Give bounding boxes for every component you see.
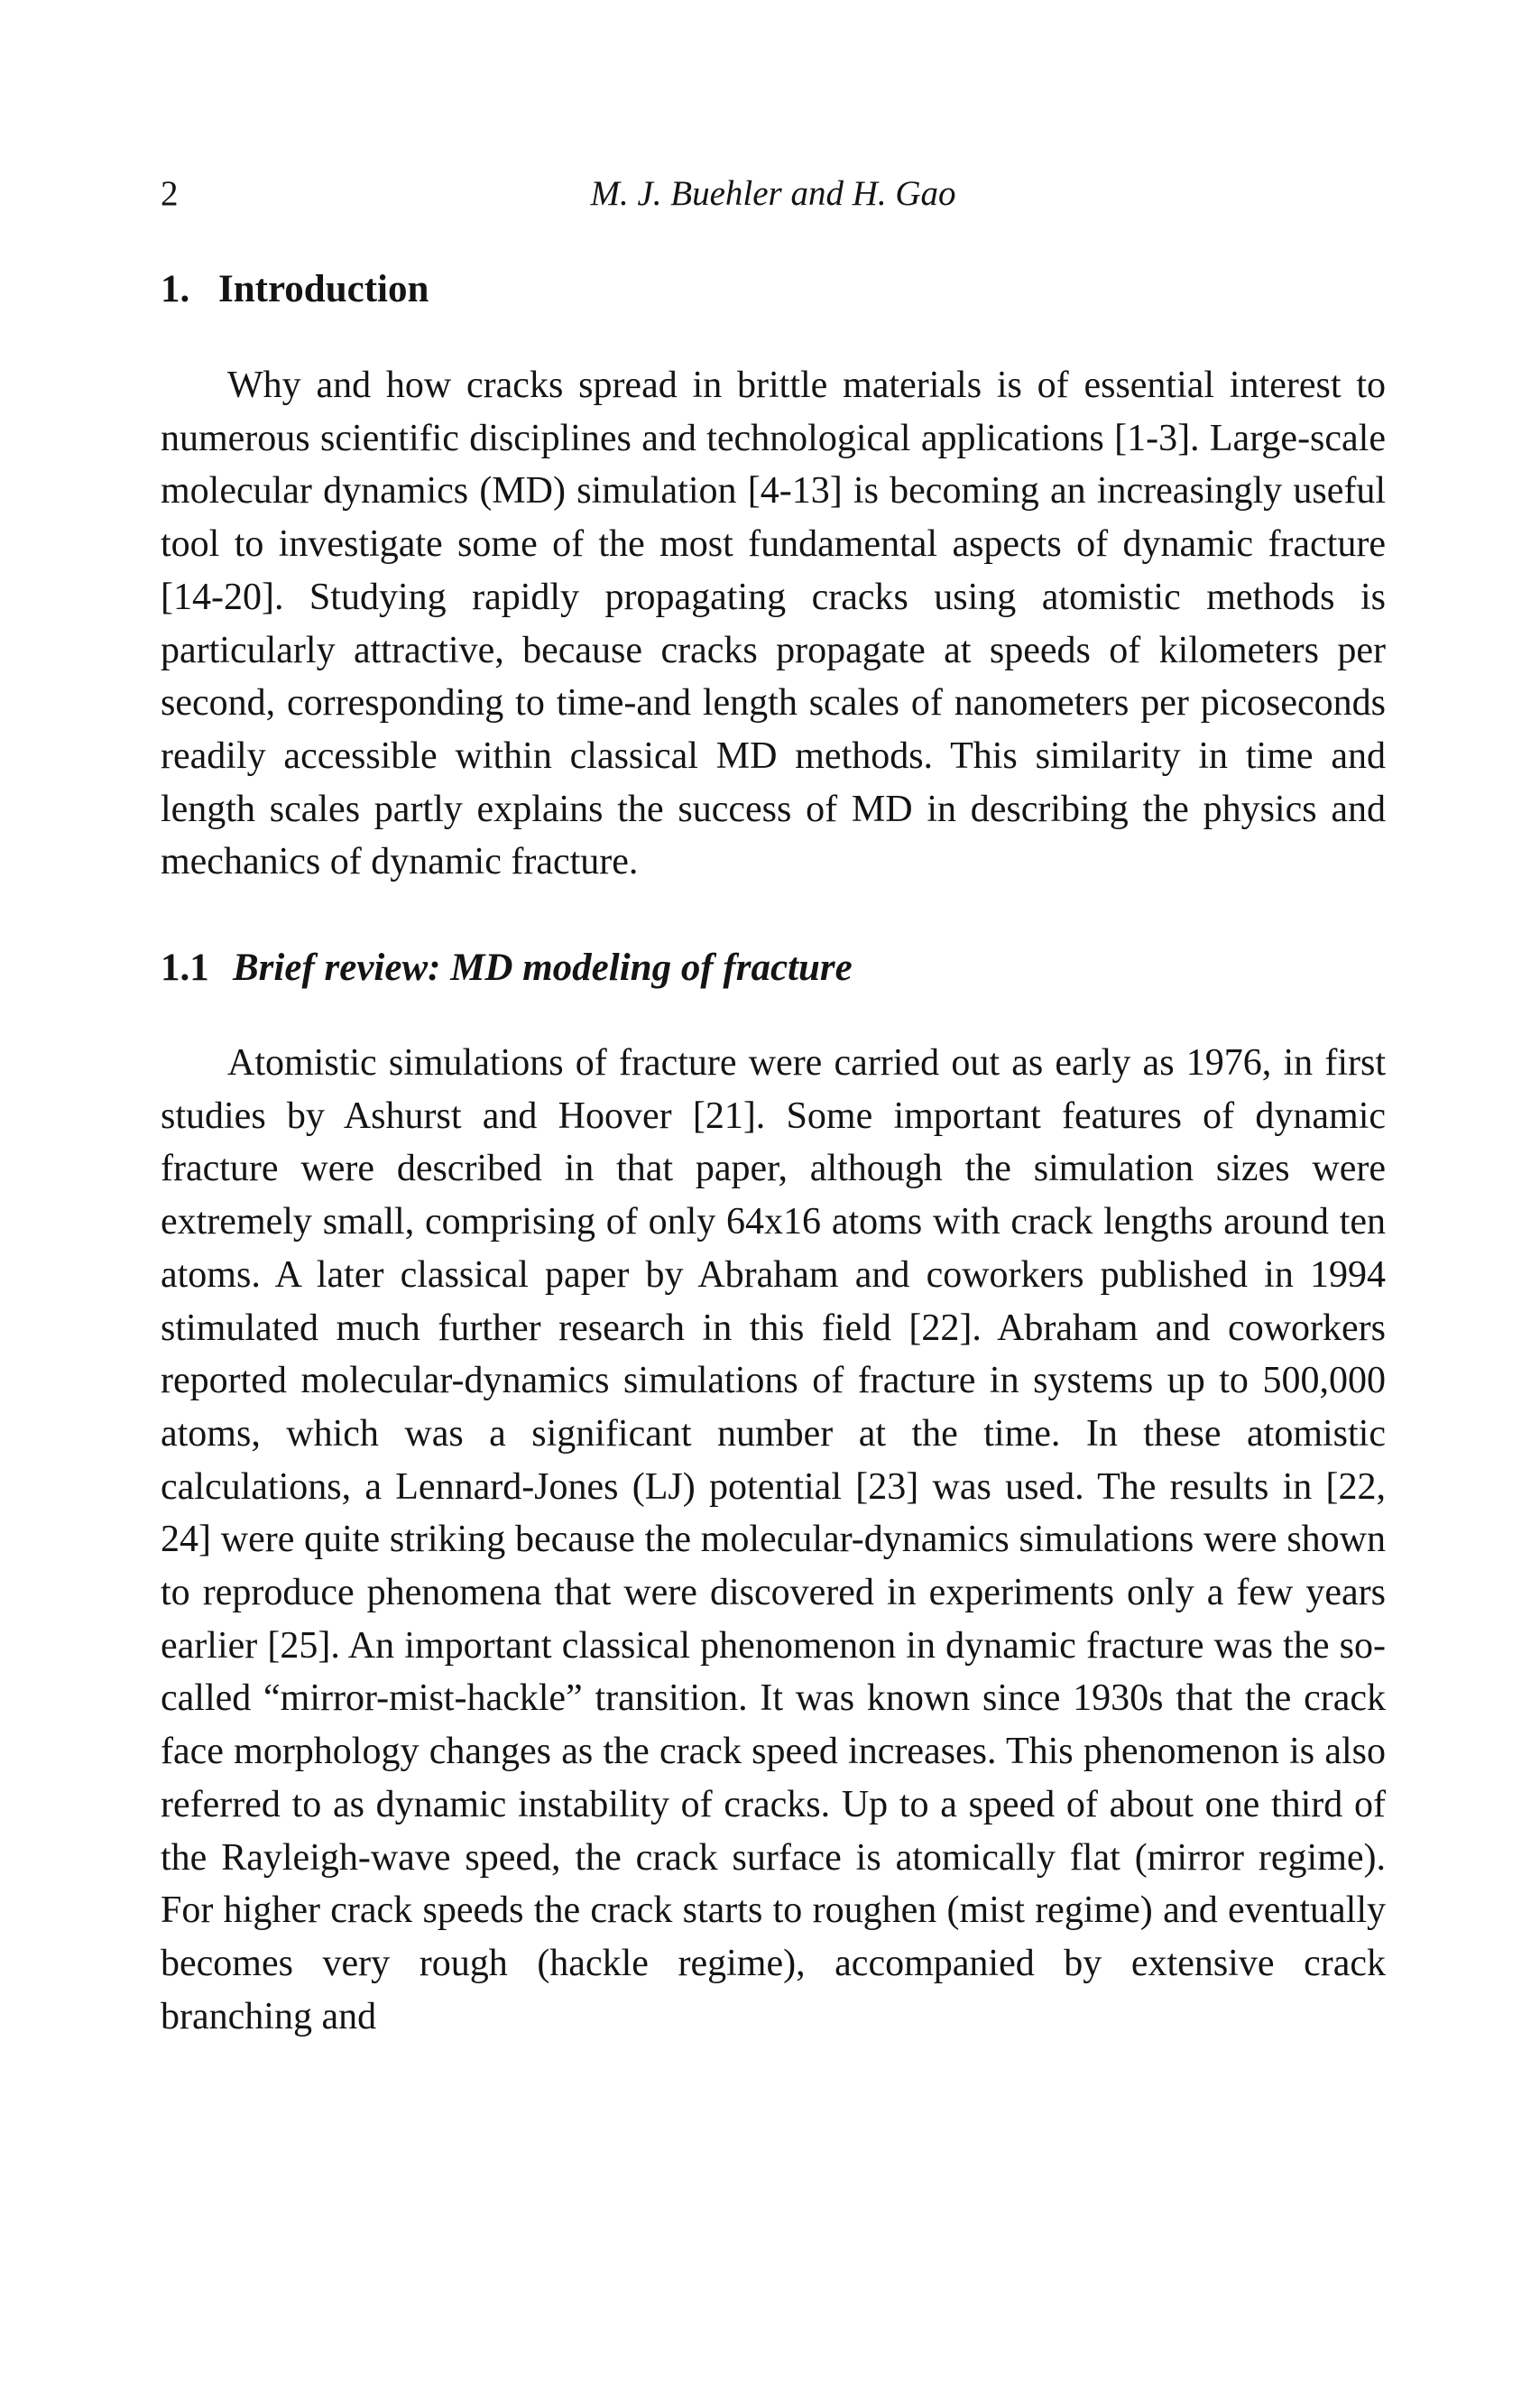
page: [161, 162, 1386, 2043]
section-title: Introduction: [218, 268, 429, 310]
subsection-number: 1.1: [161, 947, 209, 990]
running-head: [161, 162, 1386, 226]
introduction-paragraph: Why and how cracks spread in brittle materials is of essential interest to numerous scientific disciplines and technological applications [1-3]. Large-scale molecular dynamics (MD) simulation [4-13] is becoming an increasingly useful tool to investigate some of the most fundamental aspects of dynamic fracture [14-20]. Studying rapidly propagating cracks using atomistic methods is particularly attractive, because cracks propagate at speeds of kilometers per second, corresponding to time-and length scales of nanometers per picoseconds readily accessible within classical MD methods. This similarity in time and length scales partly explains the success of MD in describing the physics and mechanics of dynamic fracture.: [161, 365, 1386, 883]
page-number: 2: [161, 174, 179, 213]
subsection-title: Brief review: MD modeling of fracture: [233, 947, 853, 990]
section-heading: [161, 264, 1386, 315]
running-title: M. J. Buehler and H. Gao: [590, 174, 956, 213]
section-number: 1.: [161, 268, 190, 310]
brief-review-paragraph: Atomistic simulations of fracture were carried out as early as 1976, in first studies by Ashurst and Hoover [21]. Some important features of dynamic fracture were described in that paper, although the simulation sizes were extremely small, comprising of only 64x16 atoms with crack lengths around ten atoms. A later classical paper by Abraham and coworkers published in 1994 stimulated much further research in this field [22]. Abraham and coworkers reported molecular-dynamics simulations of fracture in systems up to 500,000 atoms, which was a significant number at the time. In these atomistic calculations, a Lennard-Jones (LJ) potential [23] was used. The results in [22, 24] were quite striking because the molecular-dynamics simulations were shown to reproduce phenomena that were discovered in experiments only a few years earlier [25]. An important classical phenomenon in dynamic fracture was the so-called “mirror-mist-hackle” transition. It was known since 1930s that the crack face morphology changes as the crack speed increases. This phenomenon is also referred to as dynamic instability of cracks. Up to a speed of about one third of the Rayleigh-wave speed, the crack surface is atomically flat (mirror regime). For higher crack speeds the crack starts to roughen (mist regime) and eventually becomes very rough (hackle regime), accompanied by extensive crack branching and: [161, 1042, 1386, 2037]
subsection-heading: [161, 943, 1386, 993]
